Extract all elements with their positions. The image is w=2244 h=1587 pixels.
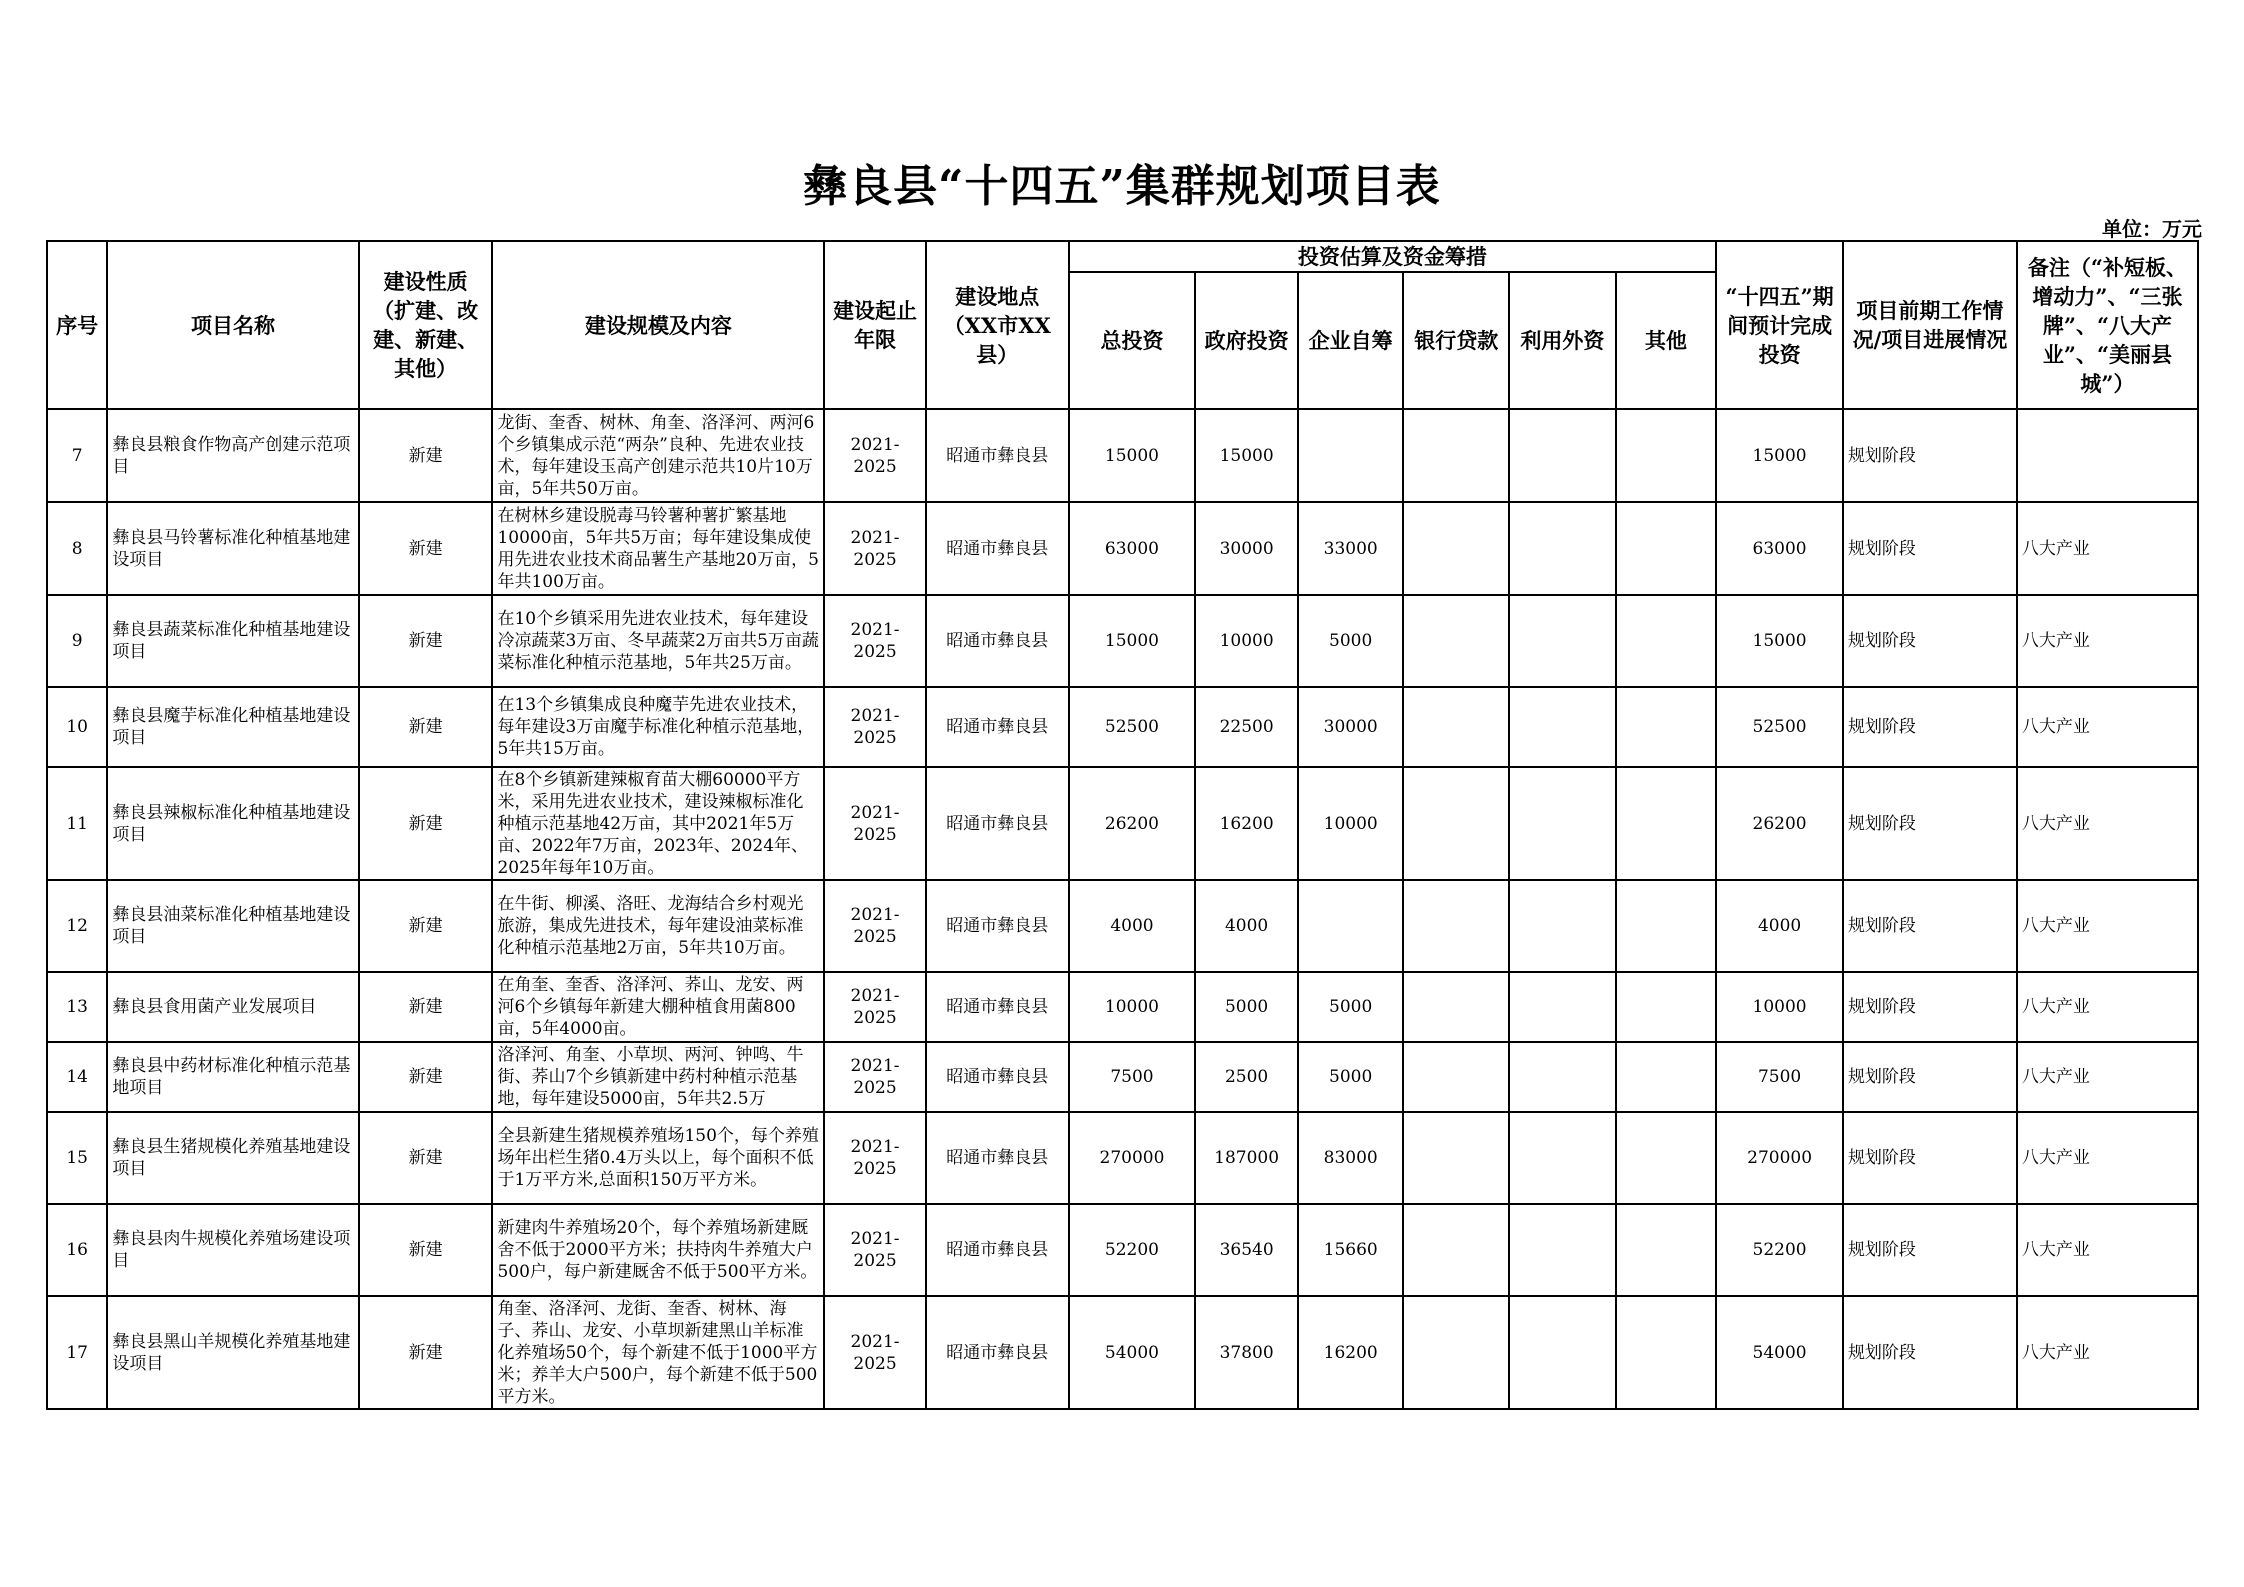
cell-total: 15000 bbox=[1069, 409, 1196, 502]
cell-project-name: 彝良县辣椒标准化种植基地建设项目 bbox=[107, 767, 358, 880]
cell-expected: 10000 bbox=[1716, 972, 1843, 1042]
col-header-gov: 政府投资 bbox=[1195, 272, 1298, 409]
cell-seq: 10 bbox=[47, 687, 107, 767]
cell-other bbox=[1616, 1296, 1717, 1409]
cell-scale: 角奎、洛泽河、龙街、奎香、树林、海子、荞山、龙安、小草坝新建黑山羊标准化养殖场50个，每个新建不低于1000平方米；养羊大户500户，每个新建不低于500平方米。 bbox=[492, 1296, 824, 1409]
table-row bbox=[47, 767, 2198, 880]
cell-scale: 全县新建生猪规模养殖场150个，每个养殖场年出栏生猪0.4万头以上，每个面积不低于1万平方米,总面积150万平方米。 bbox=[492, 1112, 824, 1204]
cell-location: 昭通市彝良县 bbox=[926, 409, 1069, 502]
cell-scale: 在树林乡建设脱毒马铃薯种薯扩繁基地10000亩，5年共5万亩；每年建设集成使用先进农业技术商品薯生产基地20万亩，5年共100万亩。 bbox=[492, 502, 824, 595]
cell-seq: 14 bbox=[47, 1042, 107, 1112]
project-table bbox=[46, 240, 2199, 1410]
col-header-enterprise: 企业自筹 bbox=[1298, 272, 1404, 409]
cell-gov: 15000 bbox=[1195, 409, 1298, 502]
cell-remark: 八大产业 bbox=[2017, 595, 2198, 687]
cell-other bbox=[1616, 687, 1717, 767]
cell-nature: 新建 bbox=[359, 1112, 493, 1204]
table-row bbox=[47, 972, 2198, 1042]
cell-expected: 4000 bbox=[1716, 880, 1843, 972]
cell-nature: 新建 bbox=[359, 687, 493, 767]
cell-location: 昭通市彝良县 bbox=[926, 1204, 1069, 1296]
cell-gov: 5000 bbox=[1195, 972, 1298, 1042]
cell-nature: 新建 bbox=[359, 1042, 493, 1112]
cell-bank bbox=[1403, 1296, 1509, 1409]
cell-project-name: 彝良县食用菌产业发展项目 bbox=[107, 972, 358, 1042]
table-body bbox=[47, 409, 2198, 1409]
cell-enterprise: 30000 bbox=[1298, 687, 1404, 767]
col-header-foreign: 利用外资 bbox=[1509, 272, 1616, 409]
cell-remark: 八大产业 bbox=[2017, 1042, 2198, 1112]
cell-location: 昭通市彝良县 bbox=[926, 1296, 1069, 1409]
cell-expected: 26200 bbox=[1716, 767, 1843, 880]
cell-period: 2021-2025 bbox=[824, 1204, 926, 1296]
cell-foreign bbox=[1509, 880, 1616, 972]
cell-gov: 37800 bbox=[1195, 1296, 1298, 1409]
cell-total: 26200 bbox=[1069, 767, 1196, 880]
col-header-period: 建设起止年限 bbox=[824, 241, 926, 409]
cell-period: 2021-2025 bbox=[824, 972, 926, 1042]
unit-label: 单位：万元 bbox=[2102, 217, 2202, 241]
cell-foreign bbox=[1509, 687, 1616, 767]
table-row bbox=[47, 1296, 2198, 1409]
cell-bank bbox=[1403, 502, 1509, 595]
page-title: 彝良县“十四五”集群规划项目表 bbox=[803, 161, 1441, 212]
cell-bank bbox=[1403, 1204, 1509, 1296]
cell-enterprise: 5000 bbox=[1298, 972, 1404, 1042]
cell-remark bbox=[2017, 409, 2198, 502]
cell-foreign bbox=[1509, 595, 1616, 687]
table-row bbox=[47, 687, 2198, 767]
cell-foreign bbox=[1509, 767, 1616, 880]
cell-progress: 规划阶段 bbox=[1843, 595, 2017, 687]
cell-other bbox=[1616, 1042, 1717, 1112]
cell-enterprise: 5000 bbox=[1298, 1042, 1404, 1112]
cell-period: 2021-2025 bbox=[824, 1042, 926, 1112]
cell-other bbox=[1616, 595, 1717, 687]
col-header-expected: “十四五”期间预计完成投资 bbox=[1716, 241, 1843, 409]
cell-bank bbox=[1403, 595, 1509, 687]
cell-total: 10000 bbox=[1069, 972, 1196, 1042]
cell-expected: 54000 bbox=[1716, 1296, 1843, 1409]
cell-other bbox=[1616, 767, 1717, 880]
cell-location: 昭通市彝良县 bbox=[926, 687, 1069, 767]
cell-bank bbox=[1403, 972, 1509, 1042]
cell-gov: 187000 bbox=[1195, 1112, 1298, 1204]
cell-project-name: 彝良县肉牛规模化养殖场建设项目 bbox=[107, 1204, 358, 1296]
cell-remark: 八大产业 bbox=[2017, 1204, 2198, 1296]
col-header-bank: 银行贷款 bbox=[1403, 272, 1509, 409]
cell-period: 2021-2025 bbox=[824, 880, 926, 972]
cell-scale: 洛泽河、角奎、小草坝、两河、钟鸣、牛街、荞山7个乡镇新建中药村种植示范基地，每年建设5000亩，5年共2.5万 bbox=[492, 1042, 824, 1112]
cell-foreign bbox=[1509, 1042, 1616, 1112]
cell-period: 2021-2025 bbox=[824, 595, 926, 687]
cell-gov: 2500 bbox=[1195, 1042, 1298, 1112]
cell-period: 2021-2025 bbox=[824, 502, 926, 595]
cell-seq: 17 bbox=[47, 1296, 107, 1409]
col-header-progress: 项目前期工作情况/项目进展情况 bbox=[1843, 241, 2017, 409]
cell-gov: 36540 bbox=[1195, 1204, 1298, 1296]
cell-nature: 新建 bbox=[359, 972, 493, 1042]
cell-remark: 八大产业 bbox=[2017, 972, 2198, 1042]
cell-total: 54000 bbox=[1069, 1296, 1196, 1409]
table-row bbox=[47, 595, 2198, 687]
cell-seq: 8 bbox=[47, 502, 107, 595]
cell-scale: 在13个乡镇集成良种魔芋先进农业技术，每年建设3万亩魔芋标准化种植示范基地，5年共15万亩。 bbox=[492, 687, 824, 767]
cell-scale: 在牛街、柳溪、洛旺、龙海结合乡村观光旅游，集成先进技术，每年建设油菜标准化种植示范基地2万亩，5年共10万亩。 bbox=[492, 880, 824, 972]
cell-seq: 12 bbox=[47, 880, 107, 972]
cell-expected: 270000 bbox=[1716, 1112, 1843, 1204]
cell-enterprise: 15660 bbox=[1298, 1204, 1404, 1296]
cell-gov: 4000 bbox=[1195, 880, 1298, 972]
cell-foreign bbox=[1509, 1112, 1616, 1204]
cell-enterprise: 33000 bbox=[1298, 502, 1404, 595]
cell-other bbox=[1616, 972, 1717, 1042]
cell-other bbox=[1616, 502, 1717, 595]
cell-project-name: 彝良县粮食作物高产创建示范项目 bbox=[107, 409, 358, 502]
cell-remark: 八大产业 bbox=[2017, 880, 2198, 972]
cell-seq: 16 bbox=[47, 1204, 107, 1296]
cell-progress: 规划阶段 bbox=[1843, 1204, 2017, 1296]
cell-foreign bbox=[1509, 1204, 1616, 1296]
cell-project-name: 彝良县生猪规模化养殖基地建设项目 bbox=[107, 1112, 358, 1204]
cell-total: 63000 bbox=[1069, 502, 1196, 595]
cell-nature: 新建 bbox=[359, 1296, 493, 1409]
cell-project-name: 彝良县魔芋标准化种植基地建设项目 bbox=[107, 687, 358, 767]
cell-scale: 龙街、奎香、树林、角奎、洛泽河、两河6个乡镇集成示范“两杂”良种、先进农业技术，每年建设玉高产创建示范共10片10万亩，5年共50万亩。 bbox=[492, 409, 824, 502]
col-header-total: 总投资 bbox=[1069, 272, 1196, 409]
cell-gov: 10000 bbox=[1195, 595, 1298, 687]
cell-location: 昭通市彝良县 bbox=[926, 502, 1069, 595]
cell-remark: 八大产业 bbox=[2017, 687, 2198, 767]
cell-other bbox=[1616, 409, 1717, 502]
cell-scale: 在8个乡镇新建辣椒育苗大棚60000平方米，采用先进农业技术，建设辣椒标准化种植示范基地42万亩，其中2021年5万亩、2022年7万亩，2023年、2024年、2025年每年10万亩。 bbox=[492, 767, 824, 880]
cell-gov: 30000 bbox=[1195, 502, 1298, 595]
cell-nature: 新建 bbox=[359, 502, 493, 595]
cell-scale: 在10个乡镇采用先进农业技术，每年建设冷凉蔬菜3万亩、冬早蔬菜2万亩共5万亩蔬菜标准化种植示范基地，5年共25万亩。 bbox=[492, 595, 824, 687]
col-header-name: 项目名称 bbox=[107, 241, 358, 409]
cell-total: 7500 bbox=[1069, 1042, 1196, 1112]
cell-nature: 新建 bbox=[359, 409, 493, 502]
table-row bbox=[47, 1204, 2198, 1296]
col-header-scale: 建设规模及内容 bbox=[492, 241, 824, 409]
cell-location: 昭通市彝良县 bbox=[926, 880, 1069, 972]
cell-project-name: 彝良县油菜标准化种植基地建设项目 bbox=[107, 880, 358, 972]
cell-progress: 规划阶段 bbox=[1843, 687, 2017, 767]
cell-period: 2021-2025 bbox=[824, 767, 926, 880]
cell-enterprise: 83000 bbox=[1298, 1112, 1404, 1204]
cell-period: 2021-2025 bbox=[824, 1112, 926, 1204]
col-header-remark: 备注（“补短板、增动力”、“三张牌”、“八大产业”、“美丽县城”） bbox=[2017, 241, 2198, 409]
cell-enterprise: 16200 bbox=[1298, 1296, 1404, 1409]
cell-remark: 八大产业 bbox=[2017, 1112, 2198, 1204]
cell-expected: 52200 bbox=[1716, 1204, 1843, 1296]
cell-scale: 在角奎、奎香、洛泽河、荞山、龙安、两河6个乡镇每年新建大棚种植食用菌800亩，5年4000亩。 bbox=[492, 972, 824, 1042]
cell-progress: 规划阶段 bbox=[1843, 880, 2017, 972]
cell-nature: 新建 bbox=[359, 880, 493, 972]
cell-progress: 规划阶段 bbox=[1843, 1042, 2017, 1112]
header-row bbox=[47, 241, 2198, 272]
cell-total: 52200 bbox=[1069, 1204, 1196, 1296]
cell-bank bbox=[1403, 687, 1509, 767]
cell-progress: 规划阶段 bbox=[1843, 1112, 2017, 1204]
col-header-nature: 建设性质（扩建、改建、新建、其他） bbox=[359, 241, 493, 409]
col-header-invest-group: 投资估算及资金筹措 bbox=[1069, 241, 1717, 272]
cell-expected: 15000 bbox=[1716, 409, 1843, 502]
cell-nature: 新建 bbox=[359, 767, 493, 880]
cell-location: 昭通市彝良县 bbox=[926, 1112, 1069, 1204]
cell-seq: 13 bbox=[47, 972, 107, 1042]
cell-period: 2021-2025 bbox=[824, 687, 926, 767]
cell-progress: 规划阶段 bbox=[1843, 1296, 2017, 1409]
cell-location: 昭通市彝良县 bbox=[926, 972, 1069, 1042]
col-header-location: 建设地点（XX市XX县） bbox=[926, 241, 1069, 409]
cell-other bbox=[1616, 1204, 1717, 1296]
cell-total: 270000 bbox=[1069, 1112, 1196, 1204]
cell-other bbox=[1616, 880, 1717, 972]
table-row bbox=[47, 502, 2198, 595]
cell-scale: 新建肉牛养殖场20个，每个养殖场新建厩舍不低于2000平方米；扶持肉牛养殖大户500户，每户新建厩舍不低于500平方米。 bbox=[492, 1204, 824, 1296]
cell-enterprise bbox=[1298, 409, 1404, 502]
col-header-seq: 序号 bbox=[47, 241, 107, 409]
cell-expected: 7500 bbox=[1716, 1042, 1843, 1112]
cell-remark: 八大产业 bbox=[2017, 1296, 2198, 1409]
cell-remark: 八大产业 bbox=[2017, 502, 2198, 595]
cell-foreign bbox=[1509, 409, 1616, 502]
cell-total: 52500 bbox=[1069, 687, 1196, 767]
cell-progress: 规划阶段 bbox=[1843, 767, 2017, 880]
cell-progress: 规划阶段 bbox=[1843, 972, 2017, 1042]
cell-bank bbox=[1403, 880, 1509, 972]
cell-bank bbox=[1403, 767, 1509, 880]
cell-nature: 新建 bbox=[359, 595, 493, 687]
cell-location: 昭通市彝良县 bbox=[926, 1042, 1069, 1112]
col-header-other: 其他 bbox=[1616, 272, 1717, 409]
cell-project-name: 彝良县黑山羊规模化养殖基地建设项目 bbox=[107, 1296, 358, 1409]
cell-nature: 新建 bbox=[359, 1204, 493, 1296]
table-row bbox=[47, 880, 2198, 972]
cell-enterprise: 10000 bbox=[1298, 767, 1404, 880]
cell-period: 2021-2025 bbox=[824, 409, 926, 502]
cell-total: 4000 bbox=[1069, 880, 1196, 972]
cell-project-name: 彝良县马铃薯标准化种植基地建设项目 bbox=[107, 502, 358, 595]
cell-expected: 63000 bbox=[1716, 502, 1843, 595]
cell-expected: 52500 bbox=[1716, 687, 1843, 767]
cell-progress: 规划阶段 bbox=[1843, 409, 2017, 502]
cell-gov: 22500 bbox=[1195, 687, 1298, 767]
cell-seq: 9 bbox=[47, 595, 107, 687]
cell-total: 15000 bbox=[1069, 595, 1196, 687]
cell-bank bbox=[1403, 1042, 1509, 1112]
table-row bbox=[47, 1112, 2198, 1204]
table-row bbox=[47, 1042, 2198, 1112]
cell-period: 2021-2025 bbox=[824, 1296, 926, 1409]
cell-other bbox=[1616, 1112, 1717, 1204]
cell-seq: 7 bbox=[47, 409, 107, 502]
cell-gov: 16200 bbox=[1195, 767, 1298, 880]
cell-foreign bbox=[1509, 972, 1616, 1042]
cell-project-name: 彝良县蔬菜标准化种植基地建设项目 bbox=[107, 595, 358, 687]
cell-project-name: 彝良县中药材标准化种植示范基地项目 bbox=[107, 1042, 358, 1112]
cell-expected: 15000 bbox=[1716, 595, 1843, 687]
cell-foreign bbox=[1509, 502, 1616, 595]
cell-remark: 八大产业 bbox=[2017, 767, 2198, 880]
cell-seq: 11 bbox=[47, 767, 107, 880]
cell-bank bbox=[1403, 1112, 1509, 1204]
cell-seq: 15 bbox=[47, 1112, 107, 1204]
cell-enterprise bbox=[1298, 880, 1404, 972]
table-row bbox=[47, 409, 2198, 502]
cell-location: 昭通市彝良县 bbox=[926, 767, 1069, 880]
cell-progress: 规划阶段 bbox=[1843, 502, 2017, 595]
cell-bank bbox=[1403, 409, 1509, 502]
cell-location: 昭通市彝良县 bbox=[926, 595, 1069, 687]
cell-foreign bbox=[1509, 1296, 1616, 1409]
cell-enterprise: 5000 bbox=[1298, 595, 1404, 687]
